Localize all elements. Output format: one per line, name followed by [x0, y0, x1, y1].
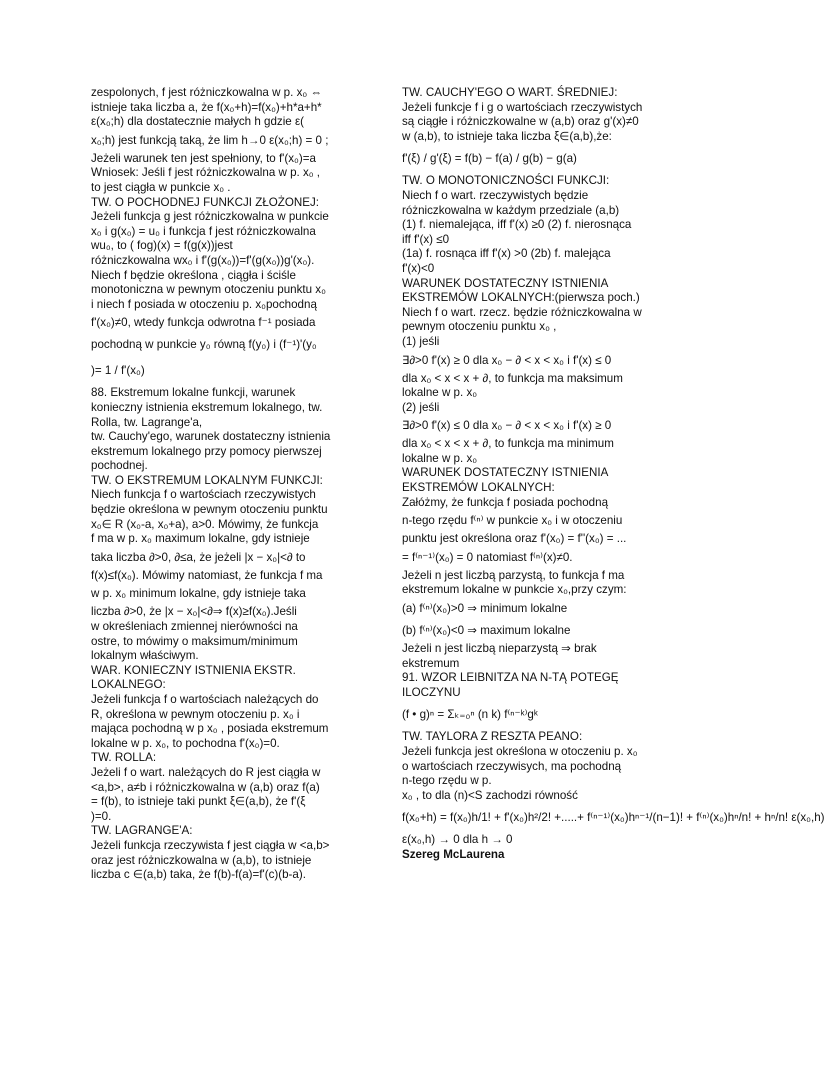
- left-line-40: mająca pochodną w p x₀ , posiada ekstremum: [91, 722, 329, 736]
- right-line-7: różniczkowalna w każdym przedziale (a,b): [402, 203, 620, 217]
- right-line-31: ekstremum lokalne w punkcie x₀,przy czym:: [402, 583, 627, 597]
- left-line-39: R, określona w pewnym otoczeniu p. x₀ i: [91, 707, 300, 721]
- left-line-8: Jeżeli funkcja g jest różniczkowalna w punkcie: [91, 210, 329, 224]
- right-line-39: TW. TAYLORA Z RESZTA PEANO:: [402, 730, 583, 744]
- left-line-13: monotoniczna w pewnym otoczeniu punktu x₀: [91, 283, 326, 297]
- left-line-21: tw. Cauchy'ego, warunek dostateczny istnienia: [91, 430, 331, 444]
- left-line-4: Jeżeli warunek ten jest spełniony, to f'(x₀)=a: [91, 151, 316, 165]
- right-line-19: lokalne w p. x₀: [402, 386, 478, 400]
- left-line-10: wu₀, to ( fog)(x) = f(g(x))jest: [91, 239, 233, 253]
- left-line-44: <a,b>, a≠b i różniczkowalna w (a,b) oraz f(a): [91, 780, 320, 794]
- left-line-45: = f(b), to istnieje taki punkt ξ∈(a,b), że f'(ξ: [91, 795, 306, 809]
- left-line-3: x₀;h) jest funkcją taką, że lim h→0 ε(x₀;h) = 0 ;: [91, 133, 329, 147]
- left-line-5: Wniosek: Jeśli f jest różniczkowalna w p. x₀ ,: [91, 166, 321, 180]
- left-line-42: TW. ROLLA:: [91, 751, 157, 765]
- left-line-12: Niech f będzie określona , ciągła i ściśle: [91, 268, 296, 282]
- right-line-15: pewnym otoczeniu punktu x₀ ,: [402, 320, 557, 334]
- left-line-24: TW. O EKSTREMUM LOKALNYM FUNKCJI:: [91, 473, 323, 487]
- left-line-23: pochodnej.: [91, 459, 148, 473]
- left-line-9: x₀ i g(x₀) = u₀ i funkcja f jest różniczkowalna: [91, 224, 316, 238]
- left-line-17: )= 1 / f'(x₀): [91, 364, 145, 378]
- right-line-40: Jeżeli funkcja jest określona w otoczeniu p. x₀: [402, 745, 638, 758]
- left-line-48: Jeżeli funkcja rzeczywista f jest ciągła w <a,b>: [91, 838, 330, 852]
- left-line-30: f(x)≤f(x₀). Mówimy natomiast, że funkcja f ma: [91, 568, 323, 582]
- right-line-17: ∃∂>0 f'(x) ≥ 0 dla x₀ − ∂ < x < x₀ i f'(x) ≤ 0: [402, 353, 612, 367]
- right-line-32: (a) f⁽ⁿ⁾(x₀)>0 ⇒ minimum lokalne: [402, 602, 568, 616]
- right-line-23: lokalne w p. x₀: [402, 451, 478, 465]
- right-line-9: iff f'(x) ≤0: [402, 232, 450, 246]
- left-line-32: liczba ∂>0, że |x − x₀|<∂⇒ f(x)≥f(x₀).Jeśli: [91, 605, 297, 619]
- right-line-46: Szereg McLaurena: [402, 847, 505, 861]
- right-line-21: ∃∂>0 f'(x) ≤ 0 dla x₀ − ∂ < x < x₀ i f'(x) ≥ 0: [402, 419, 612, 433]
- left-line-46: )=0.: [91, 809, 112, 823]
- right-column: [402, 86, 825, 863]
- right-line-14: Niech f o wart. rzecz. będzie różniczkowalna w: [402, 305, 642, 319]
- right-line-18: dla x₀ < x < x + ∂, to funkcja ma maksimum: [402, 371, 623, 385]
- right-line-43: x₀ , to dla (n)<S zachodzi równość: [402, 788, 578, 802]
- right-line-26: Załóżmy, że funkcja f posiada pochodną: [402, 495, 609, 509]
- left-line-43: Jeżeli f o wart. należących do R jest ciągła w: [91, 765, 321, 779]
- right-line-1: Jeżeli funkcje f i g o wartościach rzeczywistych: [402, 100, 643, 114]
- right-line-34: Jeżeli n jest liczbą nieparzystą ⇒ brak: [402, 642, 597, 656]
- left-line-31: w p. x₀ minimum lokalne, gdy istnieje taka: [91, 587, 306, 601]
- right-line-5: TW. O MONOTONICZNOŚCI FUNKCJI:: [402, 174, 610, 188]
- left-line-27: x₀∈ R (x₀-a, x₀+a), a>0. Mówimy, że funkcja: [91, 517, 319, 531]
- left-line-11: różniczkowalna wx₀ i f'(g(x₀))=f'(g(x₀))g'(x₀).: [91, 253, 315, 267]
- right-line-25: EKSTREMÓW LOKALNYCH:: [402, 481, 555, 495]
- right-line-20: (2) jeśli: [402, 400, 440, 414]
- left-line-38: Jeżeli funkcja f o wartościach należących do: [91, 693, 319, 706]
- left-line-47: TW. LAGRANGE'A:: [91, 824, 193, 838]
- left-line-29: taka liczba ∂>0, ∂≤a, że jeżeli |x − x₀|<∂ to: [91, 550, 306, 564]
- right-line-12: WARUNEK DOSTATECZNY ISTNIENIA: [402, 276, 609, 290]
- right-line-28: punktu jest określona oraz f'(x₀) = f''(x₀) = ...: [402, 532, 627, 546]
- right-line-11: f'(x)<0: [402, 261, 435, 275]
- right-line-33: (b) f⁽ⁿ⁾(x₀)<0 ⇒ maximum lokalne: [402, 624, 571, 638]
- left-line-50: liczba c ∈(a,b) taka, że f(b)-f(a)=f'(c)(b-a).: [91, 868, 306, 882]
- right-line-36: 91. WZOR LEIBNITZA NA N-TĄ POTEGĘ: [402, 671, 619, 685]
- right-line-44: f(x₀+h) = f(x₀)h/1! + f'(x₀)h²/2! +.....+ f⁽ⁿ⁻¹⁾(x₀)hⁿ⁻¹/(n−1)! + f⁽ⁿ⁾(x₀)hⁿ/n! + hⁿ/n! ε(x₀,h): [402, 811, 825, 825]
- right-line-42: n-tego rzędu w p.: [402, 774, 492, 788]
- right-line-41: o wartościach rzeczywisych, ma pochodną: [402, 759, 622, 773]
- left-line-16: pochodną w punkcie y₀ równą f(y₀) i (f⁻¹)'(y₀: [91, 338, 317, 352]
- left-line-34: ostre, to mówimy o maksimum/minimum: [91, 634, 298, 648]
- left-line-18: 88. Ekstremum lokalne funkcji, warunek: [91, 386, 296, 400]
- left-line-14: i niech f posiada w otoczeniu p. x₀pochodną: [91, 297, 317, 311]
- left-line-6: to jest ciągła w punkcie x₀ .: [91, 180, 231, 194]
- left-line-22: ekstremum lokalnego przy pomocy pierwszej: [91, 444, 322, 458]
- right-line-29: = f⁽ⁿ⁻¹⁾(x₀) = 0 natomiast f⁽ⁿ⁾(x)≠0.: [402, 550, 573, 564]
- right-line-8: (1) f. niemalejąca, iff f'(x) ≥0 (2) f. nierosnąca: [402, 218, 632, 232]
- left-line-49: oraz jest różniczkowalna w (a,b), to istnieje: [91, 853, 312, 867]
- left-line-41: lokalne w p. x₀, to pochodna f'(x₀)=0.: [91, 736, 280, 750]
- left-line-15: f'(x₀)≠0, wtedy funkcja odwrotna f⁻¹ posiada: [91, 316, 316, 330]
- right-line-37: ILOCZYNU: [402, 685, 461, 699]
- left-line-28: f ma w p. x₀ maximum lokalne, gdy istnieje: [91, 532, 310, 546]
- left-line-19: konieczny istnienia ekstremum lokalnego, tw.: [91, 400, 323, 414]
- left-line-1: istnieje taka liczba a, że f(x₀+h)=f(x₀)+h*a+h*: [91, 100, 322, 114]
- right-line-27: n-tego rzędu f⁽ⁿ⁾ w punkcie x₀ i w otoczeniu: [402, 514, 623, 528]
- left-line-2: ε(x₀;h) dla dostatecznie małych h gdzie ε(: [91, 115, 304, 129]
- left-line-0: zespolonych, f jest różniczkowalna w p. x₀ ⇔: [91, 86, 322, 99]
- right-line-6: Niech f o wart. rzeczywistych będzie: [402, 188, 589, 202]
- right-line-10: (1a) f. rosnąca iff f'(x) >0 (2b) f. malejąca: [402, 247, 611, 261]
- right-line-4: f'(ξ) / g'(ξ) = f(b) − f(a) / g(b) − g(a): [402, 152, 577, 166]
- right-line-2: są ciągłe i różniczkowalne w (a,b) oraz g'(x)≠0: [402, 115, 639, 129]
- left-line-37: LOKALNEGO:: [91, 678, 166, 692]
- right-line-13: EKSTREMÓW LOKALNYCH:(pierwsza poch.): [402, 291, 640, 305]
- right-line-35: ekstremum: [402, 656, 460, 670]
- left-line-7: TW. O POCHODNEJ FUNKCJI ZŁOŻONEJ:: [91, 195, 320, 209]
- left-line-26: będzie określona w pewnym otoczeniu punktu: [91, 503, 328, 517]
- left-line-36: WAR. KONIECZNY ISTNIENIA EKSTR.: [91, 663, 296, 677]
- right-line-22: dla x₀ < x < x + ∂, to funkcja ma minimum: [402, 437, 614, 451]
- right-line-3: w (a,b), to istnieje taka liczba ξ∈(a,b),że:: [402, 129, 612, 143]
- left-line-33: w określeniach zmiennej nierówności na: [91, 620, 298, 634]
- left-line-20: Rolla, tw. Lagrange'a,: [91, 415, 203, 429]
- right-line-38: (f • g)ⁿ = Σₖ₌₀ⁿ (n k) f⁽ⁿ⁻ᵏ⁾gᵏ: [402, 708, 538, 722]
- right-line-0: TW. CAUCHY'EGO O WART. ŚREDNIEJ:: [402, 86, 618, 99]
- left-line-35: lokalnym właściwym.: [91, 649, 199, 663]
- left-column: [91, 86, 439, 883]
- right-line-24: WARUNEK DOSTATECZNY ISTNIENIA: [402, 466, 609, 480]
- right-line-45: ε(x₀,h) → 0 dla h → 0: [402, 833, 513, 847]
- right-line-30: Jeżeli n jest liczbą parzystą, to funkcja f ma: [402, 568, 625, 582]
- right-line-16: (1) jeśli: [402, 334, 440, 348]
- left-line-25: Niech funkcja f o wartościach rzeczywistych: [91, 488, 316, 502]
